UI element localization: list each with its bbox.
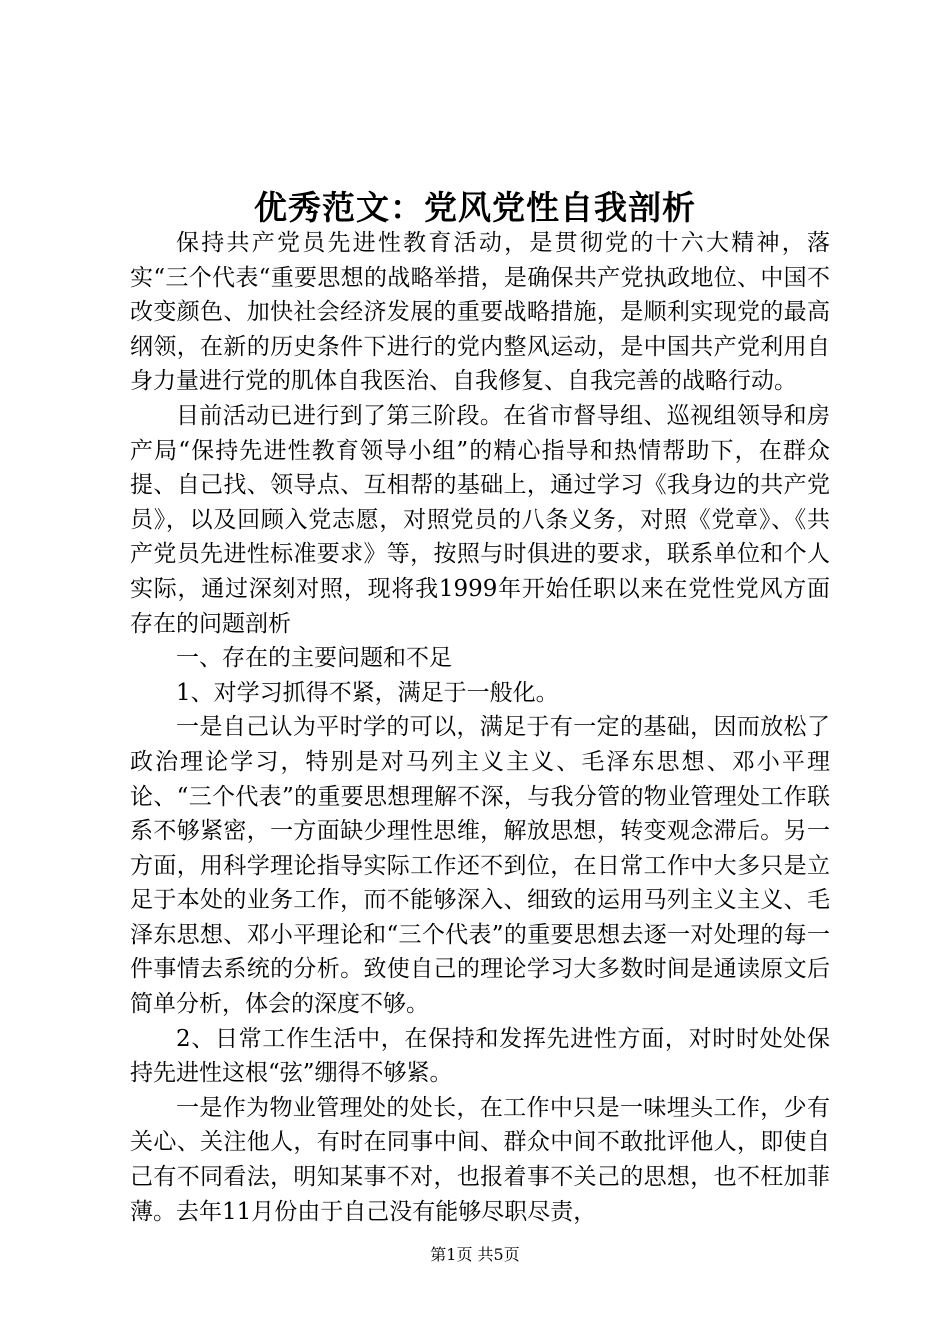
paragraph: 一是作为物业管理处的处长，在工作中只是一味埋头工作，少有关心、关注他人，有时在同事中间、群众中间不敢批评他人，即使自己有不同看法，明知某事不对，也报着事不关己的思想，也不枉加菲薄。去年11月份由于自己没有能够尽职尽责， xyxy=(130,1094,830,1225)
document-body xyxy=(130,226,830,1229)
subsection-heading: 1、对学习抓得不紧，满足于一般化。 xyxy=(176,679,559,706)
document-title: 优秀范文：党风党性自我剖析 xyxy=(254,188,696,227)
subsection-heading: 2、日常工作生活中，在保持和发挥先进性方面，对时时处处保持先进性这根“弦”绷得不够紧。 xyxy=(130,1025,830,1087)
paragraph: 保持共产党员先进性教育活动，是贯彻党的十六大精神，落实“三个代表“重要思想的战略举措，是确保共产党执政地位、中国不改变颜色、加快社会经济发展的重要战略措施，是顺利实现党的最高纲领，在新的历史条件下进行的党内整风运动，是中国共产党利用自身力量进行党的肌体自我医治、自我修复、自我完善的战略行动。 xyxy=(130,230,830,395)
paragraph: 一是自己认为平时学的可以，满足于有一定的基础，因而放松了政治理论学习，特别是对马列主义主义、毛泽东思想、邓小平理论、“三个代表”的重要思想理解不深，与我分管的物业管理处工作联系不够紧密，一方面缺少理性思维，解放思想，转变观念滞后。另一方面，用科学理论指导实际工作还不到位，在日常工作中大多只是立足于本处的业务工作，而不能够深入、细致的运用马列主义主义、毛泽东思想、邓小平理论和“三个代表”的重要思想去逐一对处理的每一件事情去系统的分析。致使自己的理论学习大多数时间是通读原文后简单分析，体会的深度不够。 xyxy=(130,714,830,1018)
paragraph: 目前活动已进行到了第三阶段。在省市督导组、巡视组领导和房产局“保持先进性教育领导小组”的精心指导和热情帮助下，在群众提、自己找、领导点、互相帮的基础上，通过学习《我身边的共产党员》，以及回顾入党志愿，对照党员的八条义务，对照《党章》、《共产党员先进性标准要求》等，按照与时俱进的要求，联系单位和个人实际，通过深刻对照，现将我1999年开始任职以来在党性党风方面存在的问题剖析 xyxy=(130,402,830,637)
section-heading: 一、存在的主要问题和不足 xyxy=(176,645,452,672)
page-number-footer: 第1页 共5页 xyxy=(430,1245,520,1264)
